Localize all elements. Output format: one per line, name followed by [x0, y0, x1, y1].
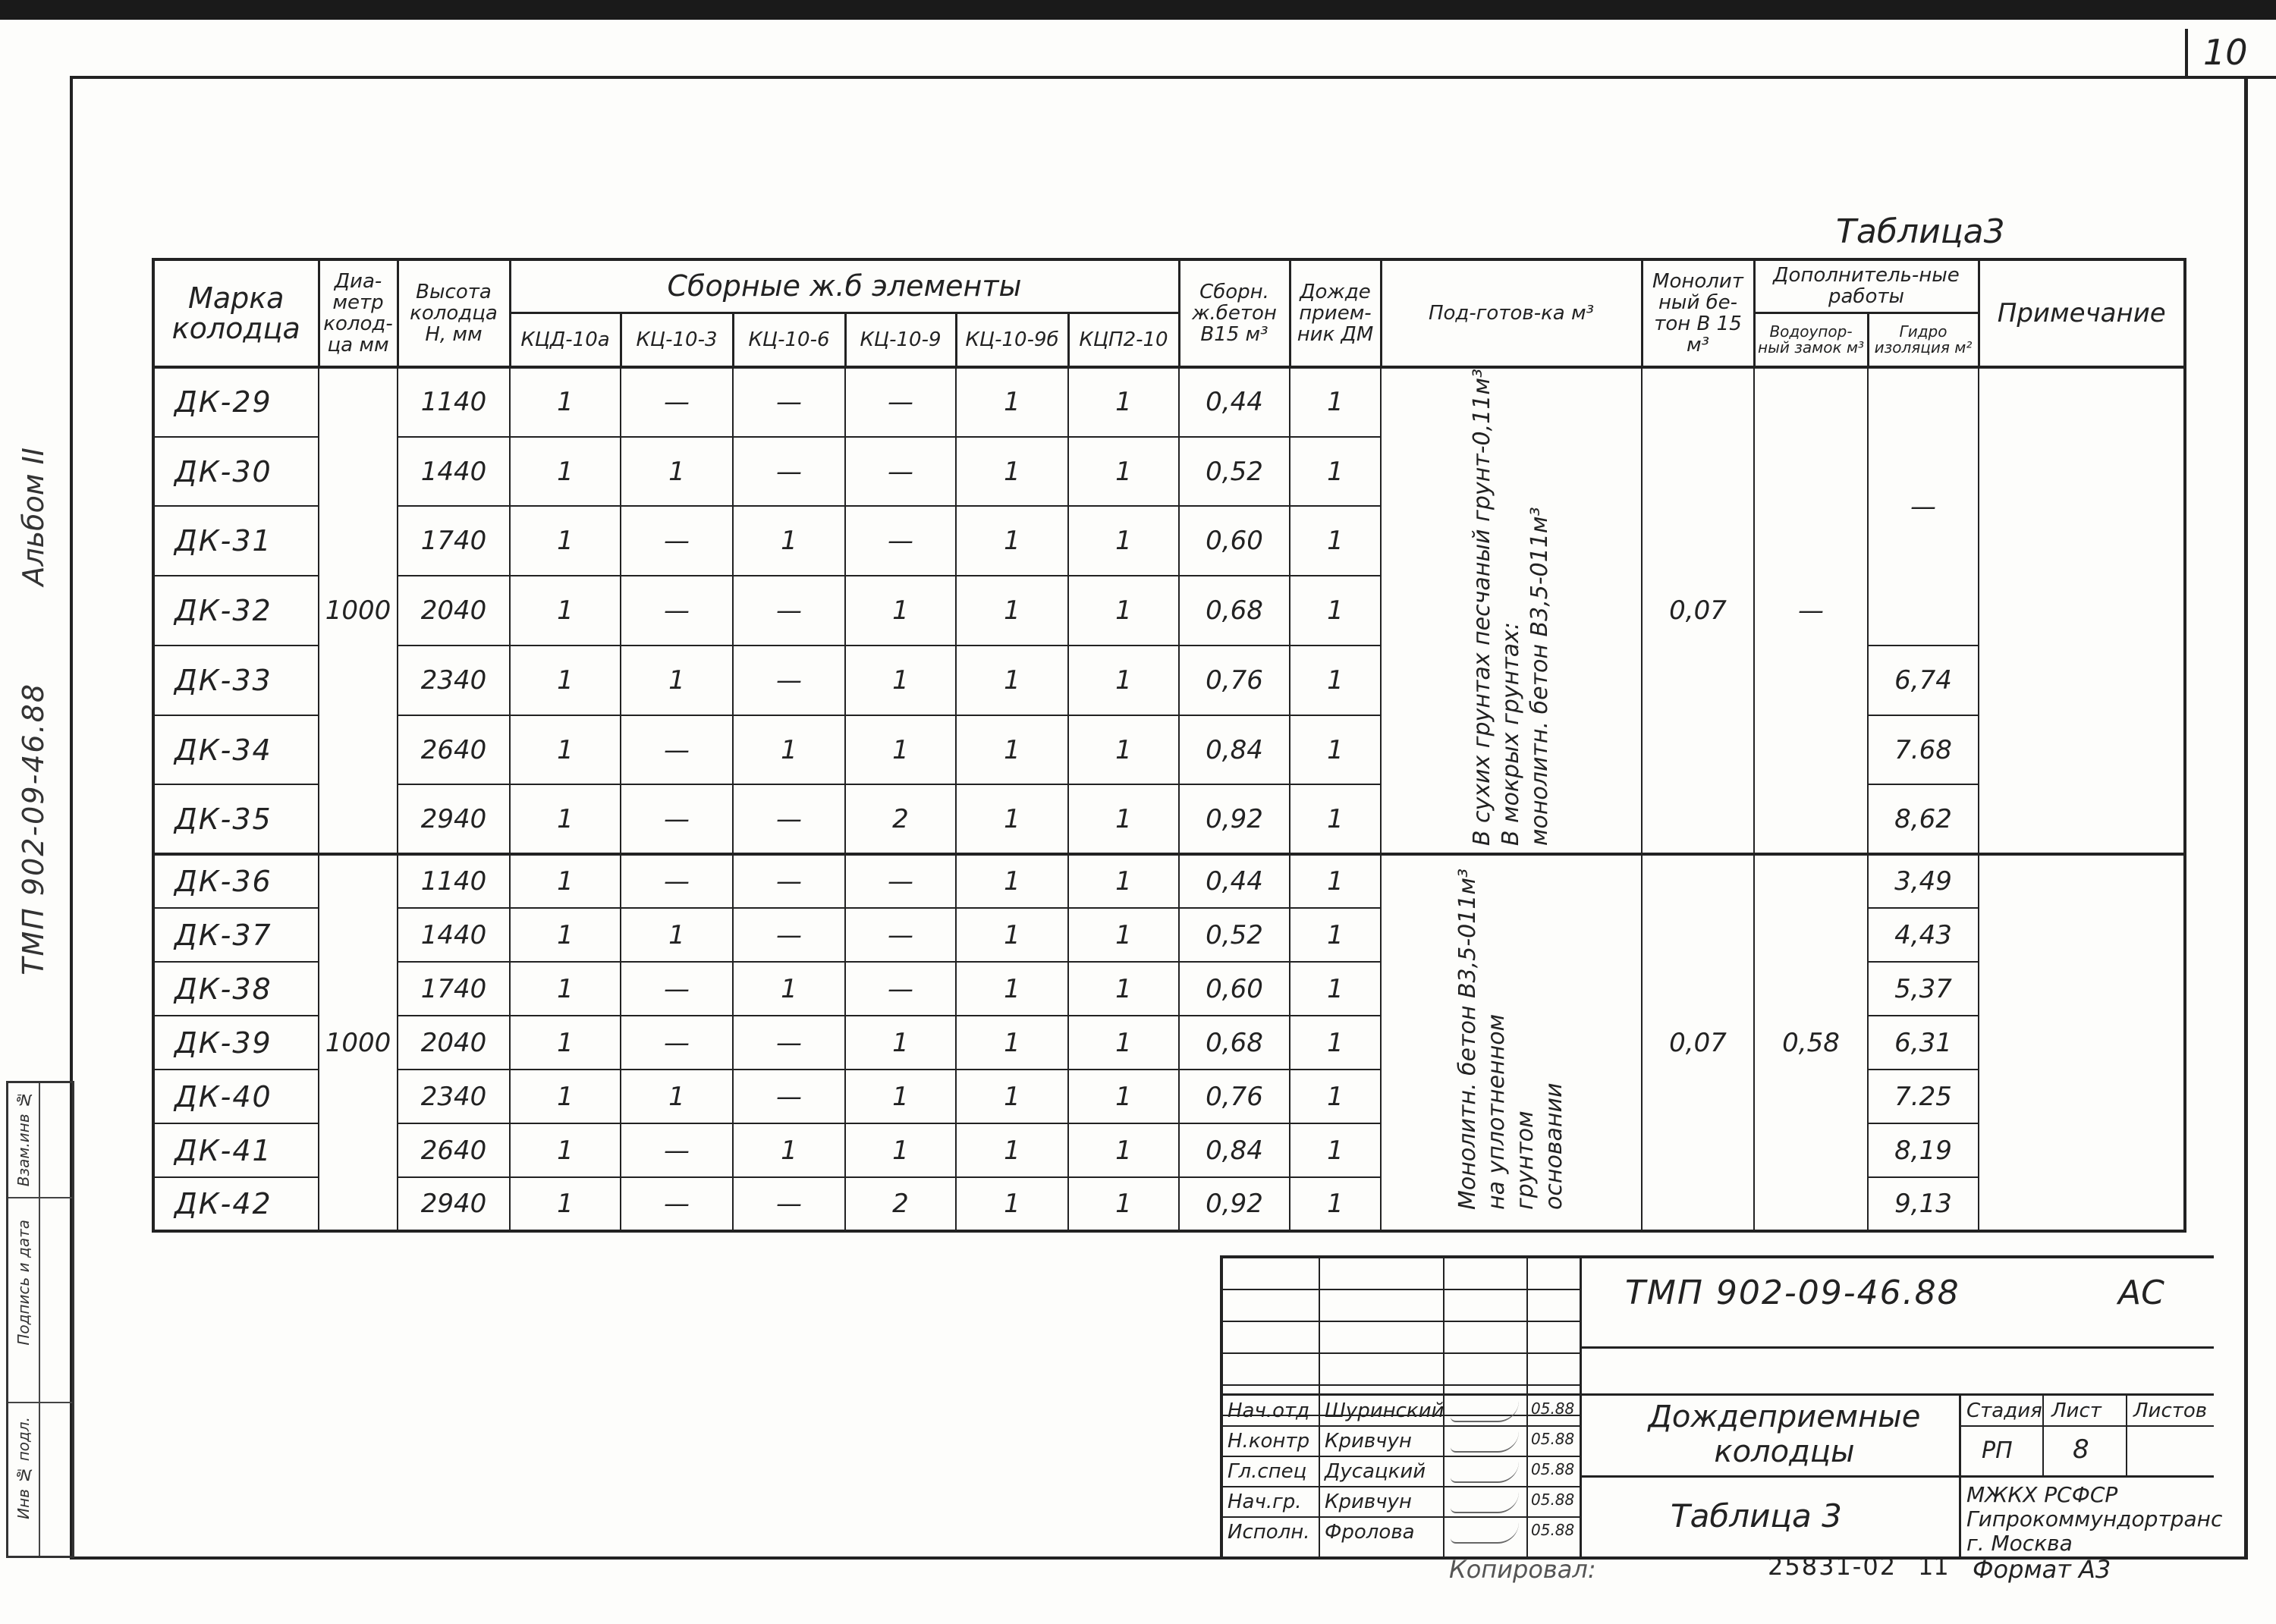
- precast-qty-cell: 1: [733, 715, 845, 785]
- concrete-cell: 0,84: [1179, 1123, 1290, 1177]
- header-precast-col: КЦП2-10: [1068, 313, 1179, 367]
- concrete-cell: 0,60: [1179, 506, 1290, 576]
- precast-qty-cell: —: [733, 1016, 845, 1070]
- height-cell: 1440: [398, 908, 510, 962]
- diameter-cell: 1000: [319, 854, 398, 1231]
- precast-qty-cell: —: [845, 437, 956, 507]
- note-cell: [1979, 367, 2185, 854]
- height-cell: 2040: [398, 576, 510, 646]
- concrete-cell: 0,60: [1179, 962, 1290, 1016]
- table-row: [153, 908, 2185, 962]
- header-note: Примечание: [1979, 259, 2185, 367]
- header-prep: Под-готов-ка м³: [1381, 259, 1642, 367]
- precast-qty-cell: 1: [1068, 962, 1179, 1016]
- inlet-cell: 1: [1290, 646, 1381, 715]
- precast-qty-cell: 2: [845, 1177, 956, 1231]
- precast-qty-cell: —: [845, 506, 956, 576]
- stage-value: РП: [1982, 1437, 2013, 1464]
- hydro-cell: 6,74: [1868, 646, 1979, 715]
- precast-qty-cell: 1: [733, 506, 845, 576]
- height-cell: 2040: [398, 1016, 510, 1070]
- precast-qty-cell: 1: [733, 1123, 845, 1177]
- inlet-cell: 1: [1290, 576, 1381, 646]
- table-row: [153, 1123, 2185, 1177]
- precast-qty-cell: 1: [621, 1070, 733, 1123]
- precast-qty-cell: 1: [956, 576, 1068, 646]
- precast-qty-cell: —: [621, 1016, 733, 1070]
- concrete-cell: 0,76: [1179, 1070, 1290, 1123]
- precast-qty-cell: —: [621, 367, 733, 437]
- concrete-cell: 0,84: [1179, 715, 1290, 785]
- precast-qty-cell: 1: [510, 715, 621, 785]
- inventory-number: 25831-02: [1768, 1552, 1897, 1581]
- paper-format: Формат А3: [1973, 1555, 2111, 1584]
- titleblock-sheet-title: Таблица 3: [1671, 1497, 1842, 1534]
- signer-role: Гл.спец: [1228, 1460, 1307, 1483]
- precast-qty-cell: 1: [845, 1123, 956, 1177]
- table-row: [153, 1016, 2185, 1070]
- signer-date: 05.88: [1531, 1490, 1575, 1509]
- precast-qty-cell: 2: [845, 784, 956, 854]
- precast-qty-cell: —: [733, 1177, 845, 1231]
- well-mark-cell: ДК-37: [153, 908, 319, 962]
- precast-qty-cell: 1: [1068, 908, 1179, 962]
- diameter-cell: 1000: [319, 367, 398, 854]
- well-mark-cell: ДК-30: [153, 437, 319, 507]
- precast-qty-cell: 1: [845, 1016, 956, 1070]
- inlet-cell: 1: [1290, 908, 1381, 962]
- precast-qty-cell: —: [845, 854, 956, 908]
- hydro-cell: 7.68: [1868, 715, 1979, 785]
- precast-qty-cell: —: [621, 854, 733, 908]
- copied-by: Копировал:: [1449, 1555, 1596, 1584]
- concrete-cell: 0,76: [1179, 646, 1290, 715]
- height-cell: 2340: [398, 1070, 510, 1123]
- precast-qty-cell: —: [845, 367, 956, 437]
- well-mark-cell: ДК-29: [153, 367, 319, 437]
- precast-qty-cell: 1: [1068, 576, 1179, 646]
- height-cell: 1740: [398, 962, 510, 1016]
- precast-qty-cell: 1: [621, 908, 733, 962]
- precast-qty-cell: 1: [510, 962, 621, 1016]
- table-row: [153, 646, 2185, 715]
- header-water-lock: Водоупор-ный замок м³: [1754, 313, 1868, 367]
- precast-qty-cell: 1: [956, 962, 1068, 1016]
- precast-qty-cell: 1: [956, 1123, 1068, 1177]
- precast-qty-cell: 1: [956, 908, 1068, 962]
- hydro-cell: —: [1868, 367, 1979, 646]
- prep-note-text: Монолитн. бетон В3,5-011м³ на уплотненном грунтом основании: [1454, 869, 1567, 1211]
- precast-qty-cell: 1: [1068, 1070, 1179, 1123]
- titleblock-code: ТМП 902-09-46.88: [1625, 1274, 1960, 1312]
- precast-qty-cell: 1: [956, 854, 1068, 908]
- well-mark-cell: ДК-39: [153, 1016, 319, 1070]
- signer-name: Дусацкий: [1325, 1460, 1426, 1483]
- precast-qty-cell: 1: [1068, 784, 1179, 854]
- inlet-cell: 1: [1290, 437, 1381, 507]
- precast-qty-cell: —: [733, 576, 845, 646]
- precast-qty-cell: 1: [956, 367, 1068, 437]
- precast-qty-cell: 1: [1068, 646, 1179, 715]
- height-cell: 2940: [398, 1177, 510, 1231]
- precast-qty-cell: 1: [510, 784, 621, 854]
- concrete-cell: 0,92: [1179, 784, 1290, 854]
- signature-mark: [1451, 1431, 1519, 1453]
- table-row: [153, 784, 2185, 854]
- precast-qty-cell: 1: [510, 1070, 621, 1123]
- inlet-cell: 1: [1290, 962, 1381, 1016]
- album-label: Альбом II: [17, 448, 50, 586]
- water-lock-cell: 0,58: [1754, 854, 1868, 1231]
- inlet-cell: 1: [1290, 715, 1381, 785]
- stage-label: Стадия: [1966, 1399, 2042, 1422]
- well-mark-cell: ДК-36: [153, 854, 319, 908]
- well-mark-cell: ДК-42: [153, 1177, 319, 1231]
- hydro-cell: 8,62: [1868, 784, 1979, 854]
- page-number: 10: [2185, 29, 2276, 79]
- precast-qty-cell: —: [733, 1070, 845, 1123]
- wells-table: [152, 258, 2186, 1233]
- precast-qty-cell: 1: [510, 908, 621, 962]
- monolith-cell: 0,07: [1642, 367, 1754, 854]
- precast-qty-cell: 1: [621, 646, 733, 715]
- precast-qty-cell: 1: [956, 1177, 1068, 1231]
- hydro-cell: 4,43: [1868, 908, 1979, 962]
- signer-date: 05.88: [1531, 1430, 1575, 1448]
- precast-qty-cell: 1: [845, 1070, 956, 1123]
- well-mark-cell: ДК-35: [153, 784, 319, 854]
- precast-qty-cell: 1: [1068, 367, 1179, 437]
- precast-qty-cell: 1: [510, 367, 621, 437]
- prep-note-cell: [1381, 367, 1642, 854]
- precast-qty-cell: —: [621, 784, 733, 854]
- monolith-cell: 0,07: [1642, 854, 1754, 1231]
- precast-qty-cell: 1: [1068, 437, 1179, 507]
- well-mark-cell: ДК-33: [153, 646, 319, 715]
- signature-mark: [1451, 1462, 1519, 1483]
- signer-name: Шуринский: [1325, 1399, 1445, 1422]
- precast-qty-cell: 1: [510, 506, 621, 576]
- table-row: [153, 962, 2185, 1016]
- signer-date: 05.88: [1531, 1521, 1575, 1539]
- table-row: [153, 854, 2185, 908]
- well-mark-cell: ДК-31: [153, 506, 319, 576]
- header-precast-col: КЦ-10-3: [621, 313, 733, 367]
- inlet-cell: 1: [1290, 1123, 1381, 1177]
- height-cell: 1740: [398, 506, 510, 576]
- sheet-serial: 11: [1918, 1552, 1949, 1581]
- hydro-cell: 8,19: [1868, 1123, 1979, 1177]
- table-row: [153, 367, 2185, 437]
- side-document-code: ТМП 902-09-46.88: [17, 683, 50, 975]
- titleblock-set: АС: [2118, 1274, 2164, 1312]
- precast-qty-cell: 1: [845, 576, 956, 646]
- prep-note-text: В сухих грунтах песчаный грунт-0,11м³ В мокрых грунтах: монолитн. бетон В3,5-011м³: [1469, 369, 1553, 847]
- height-cell: 1140: [398, 854, 510, 908]
- concrete-cell: 0,68: [1179, 1016, 1290, 1070]
- stamp-label: Инв № подл.: [14, 1417, 33, 1519]
- stamp-label: Взам.инв №: [14, 1091, 33, 1187]
- precast-qty-cell: 1: [956, 437, 1068, 507]
- header-mark: Марка колодца: [153, 259, 319, 367]
- precast-qty-cell: —: [733, 908, 845, 962]
- precast-qty-cell: 1: [510, 1123, 621, 1177]
- header-precast-col: КЦ-10-9б: [956, 313, 1068, 367]
- signer-date: 05.88: [1531, 1399, 1575, 1418]
- precast-qty-cell: 1: [1068, 1016, 1179, 1070]
- prep-note-cell: [1381, 854, 1642, 1231]
- sheet-label: Лист: [2051, 1399, 2102, 1422]
- inlet-cell: 1: [1290, 1070, 1381, 1123]
- concrete-cell: 0,52: [1179, 437, 1290, 507]
- inlet-cell: 1: [1290, 506, 1381, 576]
- well-mark-cell: ДК-32: [153, 576, 319, 646]
- precast-qty-cell: 1: [956, 646, 1068, 715]
- header-height: Высота колодца Н, мм: [398, 259, 510, 367]
- hydro-cell: 9,13: [1868, 1177, 1979, 1231]
- precast-qty-cell: 1: [1068, 506, 1179, 576]
- inlet-cell: 1: [1290, 784, 1381, 854]
- concrete-cell: 0,92: [1179, 1177, 1290, 1231]
- precast-qty-cell: —: [733, 854, 845, 908]
- header-inlet: Дожде прием-ник ДМ: [1290, 259, 1381, 367]
- inlet-cell: 1: [1290, 367, 1381, 437]
- sheets-label: Листов: [2133, 1399, 2208, 1422]
- height-cell: 2640: [398, 715, 510, 785]
- precast-qty-cell: 1: [1068, 854, 1179, 908]
- precast-qty-cell: 1: [1068, 1177, 1179, 1231]
- precast-qty-cell: 1: [845, 646, 956, 715]
- table-title: Таблица3: [1836, 212, 2005, 251]
- precast-qty-cell: 1: [956, 1016, 1068, 1070]
- header-precast-col: КЦ-10-9: [845, 313, 956, 367]
- height-cell: 1140: [398, 367, 510, 437]
- titleblock-object: Дождеприемные колодцы: [1648, 1399, 1921, 1469]
- precast-qty-cell: —: [733, 437, 845, 507]
- precast-qty-cell: —: [733, 784, 845, 854]
- header-monolith: Монолит ный бе-тон В 15 м³: [1642, 259, 1754, 367]
- note-cell: [1979, 854, 2185, 1231]
- signer-role: Нач.отд: [1228, 1399, 1310, 1422]
- concrete-cell: 0,44: [1179, 854, 1290, 908]
- hydro-cell: 3,49: [1868, 854, 1979, 908]
- table-row: [153, 1177, 2185, 1231]
- precast-qty-cell: —: [621, 715, 733, 785]
- stamp-label: Подпись и дата: [14, 1220, 33, 1346]
- header-precast-col: КЦ-10-6: [733, 313, 845, 367]
- signer-name: Кривчун: [1325, 1490, 1412, 1513]
- precast-qty-cell: 1: [510, 646, 621, 715]
- concrete-cell: 0,44: [1179, 367, 1290, 437]
- signer-role: Н.контр: [1228, 1430, 1310, 1453]
- height-cell: 2640: [398, 1123, 510, 1177]
- table-row: [153, 715, 2185, 785]
- hydro-cell: 5,37: [1868, 962, 1979, 1016]
- height-cell: 1440: [398, 437, 510, 507]
- signature-mark: [1451, 1492, 1519, 1513]
- precast-qty-cell: —: [621, 506, 733, 576]
- header-precast-group: Сборные ж.б элементы: [510, 259, 1179, 313]
- signer-date: 05.88: [1531, 1460, 1575, 1478]
- water-lock-cell: —: [1754, 367, 1868, 854]
- precast-qty-cell: 1: [510, 576, 621, 646]
- signature-mark: [1451, 1401, 1519, 1422]
- well-mark-cell: ДК-34: [153, 715, 319, 785]
- precast-qty-cell: —: [733, 367, 845, 437]
- hydro-cell: 7.25: [1868, 1070, 1979, 1123]
- height-cell: 2940: [398, 784, 510, 854]
- inlet-cell: 1: [1290, 1016, 1381, 1070]
- concrete-cell: 0,68: [1179, 576, 1290, 646]
- concrete-cell: 0,52: [1179, 908, 1290, 962]
- header-hydro: Гидро изоляция м²: [1868, 313, 1979, 367]
- table-row: [153, 1070, 2185, 1123]
- precast-qty-cell: 1: [621, 437, 733, 507]
- well-mark-cell: ДК-38: [153, 962, 319, 1016]
- precast-qty-cell: 1: [956, 1070, 1068, 1123]
- precast-qty-cell: 1: [510, 1016, 621, 1070]
- inlet-cell: 1: [1290, 854, 1381, 908]
- precast-qty-cell: 1: [510, 854, 621, 908]
- precast-qty-cell: —: [845, 962, 956, 1016]
- inlet-cell: 1: [1290, 1177, 1381, 1231]
- hydro-cell: 6,31: [1868, 1016, 1979, 1070]
- top-border-band: [0, 0, 2276, 20]
- header-extra-group: Дополнитель-ные работы: [1754, 259, 1979, 313]
- signer-role: Исполн.: [1228, 1521, 1310, 1544]
- precast-qty-cell: 1: [956, 506, 1068, 576]
- height-cell: 2340: [398, 646, 510, 715]
- precast-qty-cell: —: [621, 962, 733, 1016]
- precast-qty-cell: 1: [956, 784, 1068, 854]
- well-mark-cell: ДК-41: [153, 1123, 319, 1177]
- precast-qty-cell: —: [621, 1177, 733, 1231]
- header-concrete: Сборн. ж.бетон В15 м³: [1179, 259, 1290, 367]
- title-block: [1220, 1255, 2223, 1556]
- precast-qty-cell: —: [733, 646, 845, 715]
- precast-qty-cell: —: [621, 1123, 733, 1177]
- precast-qty-cell: 1: [733, 962, 845, 1016]
- header-precast-col: КЦД-10а: [510, 313, 621, 367]
- precast-qty-cell: 1: [956, 715, 1068, 785]
- signer-name: Фролова: [1325, 1521, 1415, 1544]
- precast-qty-cell: —: [845, 908, 956, 962]
- approval-stamp-strip: [6, 1081, 74, 1558]
- precast-qty-cell: 1: [1068, 715, 1179, 785]
- header-diameter: Диа-метр колод-ца мм: [319, 259, 398, 367]
- precast-qty-cell: —: [621, 576, 733, 646]
- precast-qty-cell: 1: [510, 437, 621, 507]
- signature-mark: [1451, 1522, 1519, 1544]
- precast-qty-cell: 1: [1068, 1123, 1179, 1177]
- signer-name: Кривчун: [1325, 1430, 1412, 1453]
- precast-qty-cell: 1: [845, 715, 956, 785]
- titleblock-org: МЖКХ РСФСР Гипрокоммундортранс г. Москва: [1966, 1482, 2223, 1556]
- sheet-value: 8: [2073, 1434, 2089, 1465]
- well-mark-cell: ДК-40: [153, 1070, 319, 1123]
- precast-qty-cell: 1: [510, 1177, 621, 1231]
- signer-role: Нач.гр.: [1228, 1490, 1302, 1513]
